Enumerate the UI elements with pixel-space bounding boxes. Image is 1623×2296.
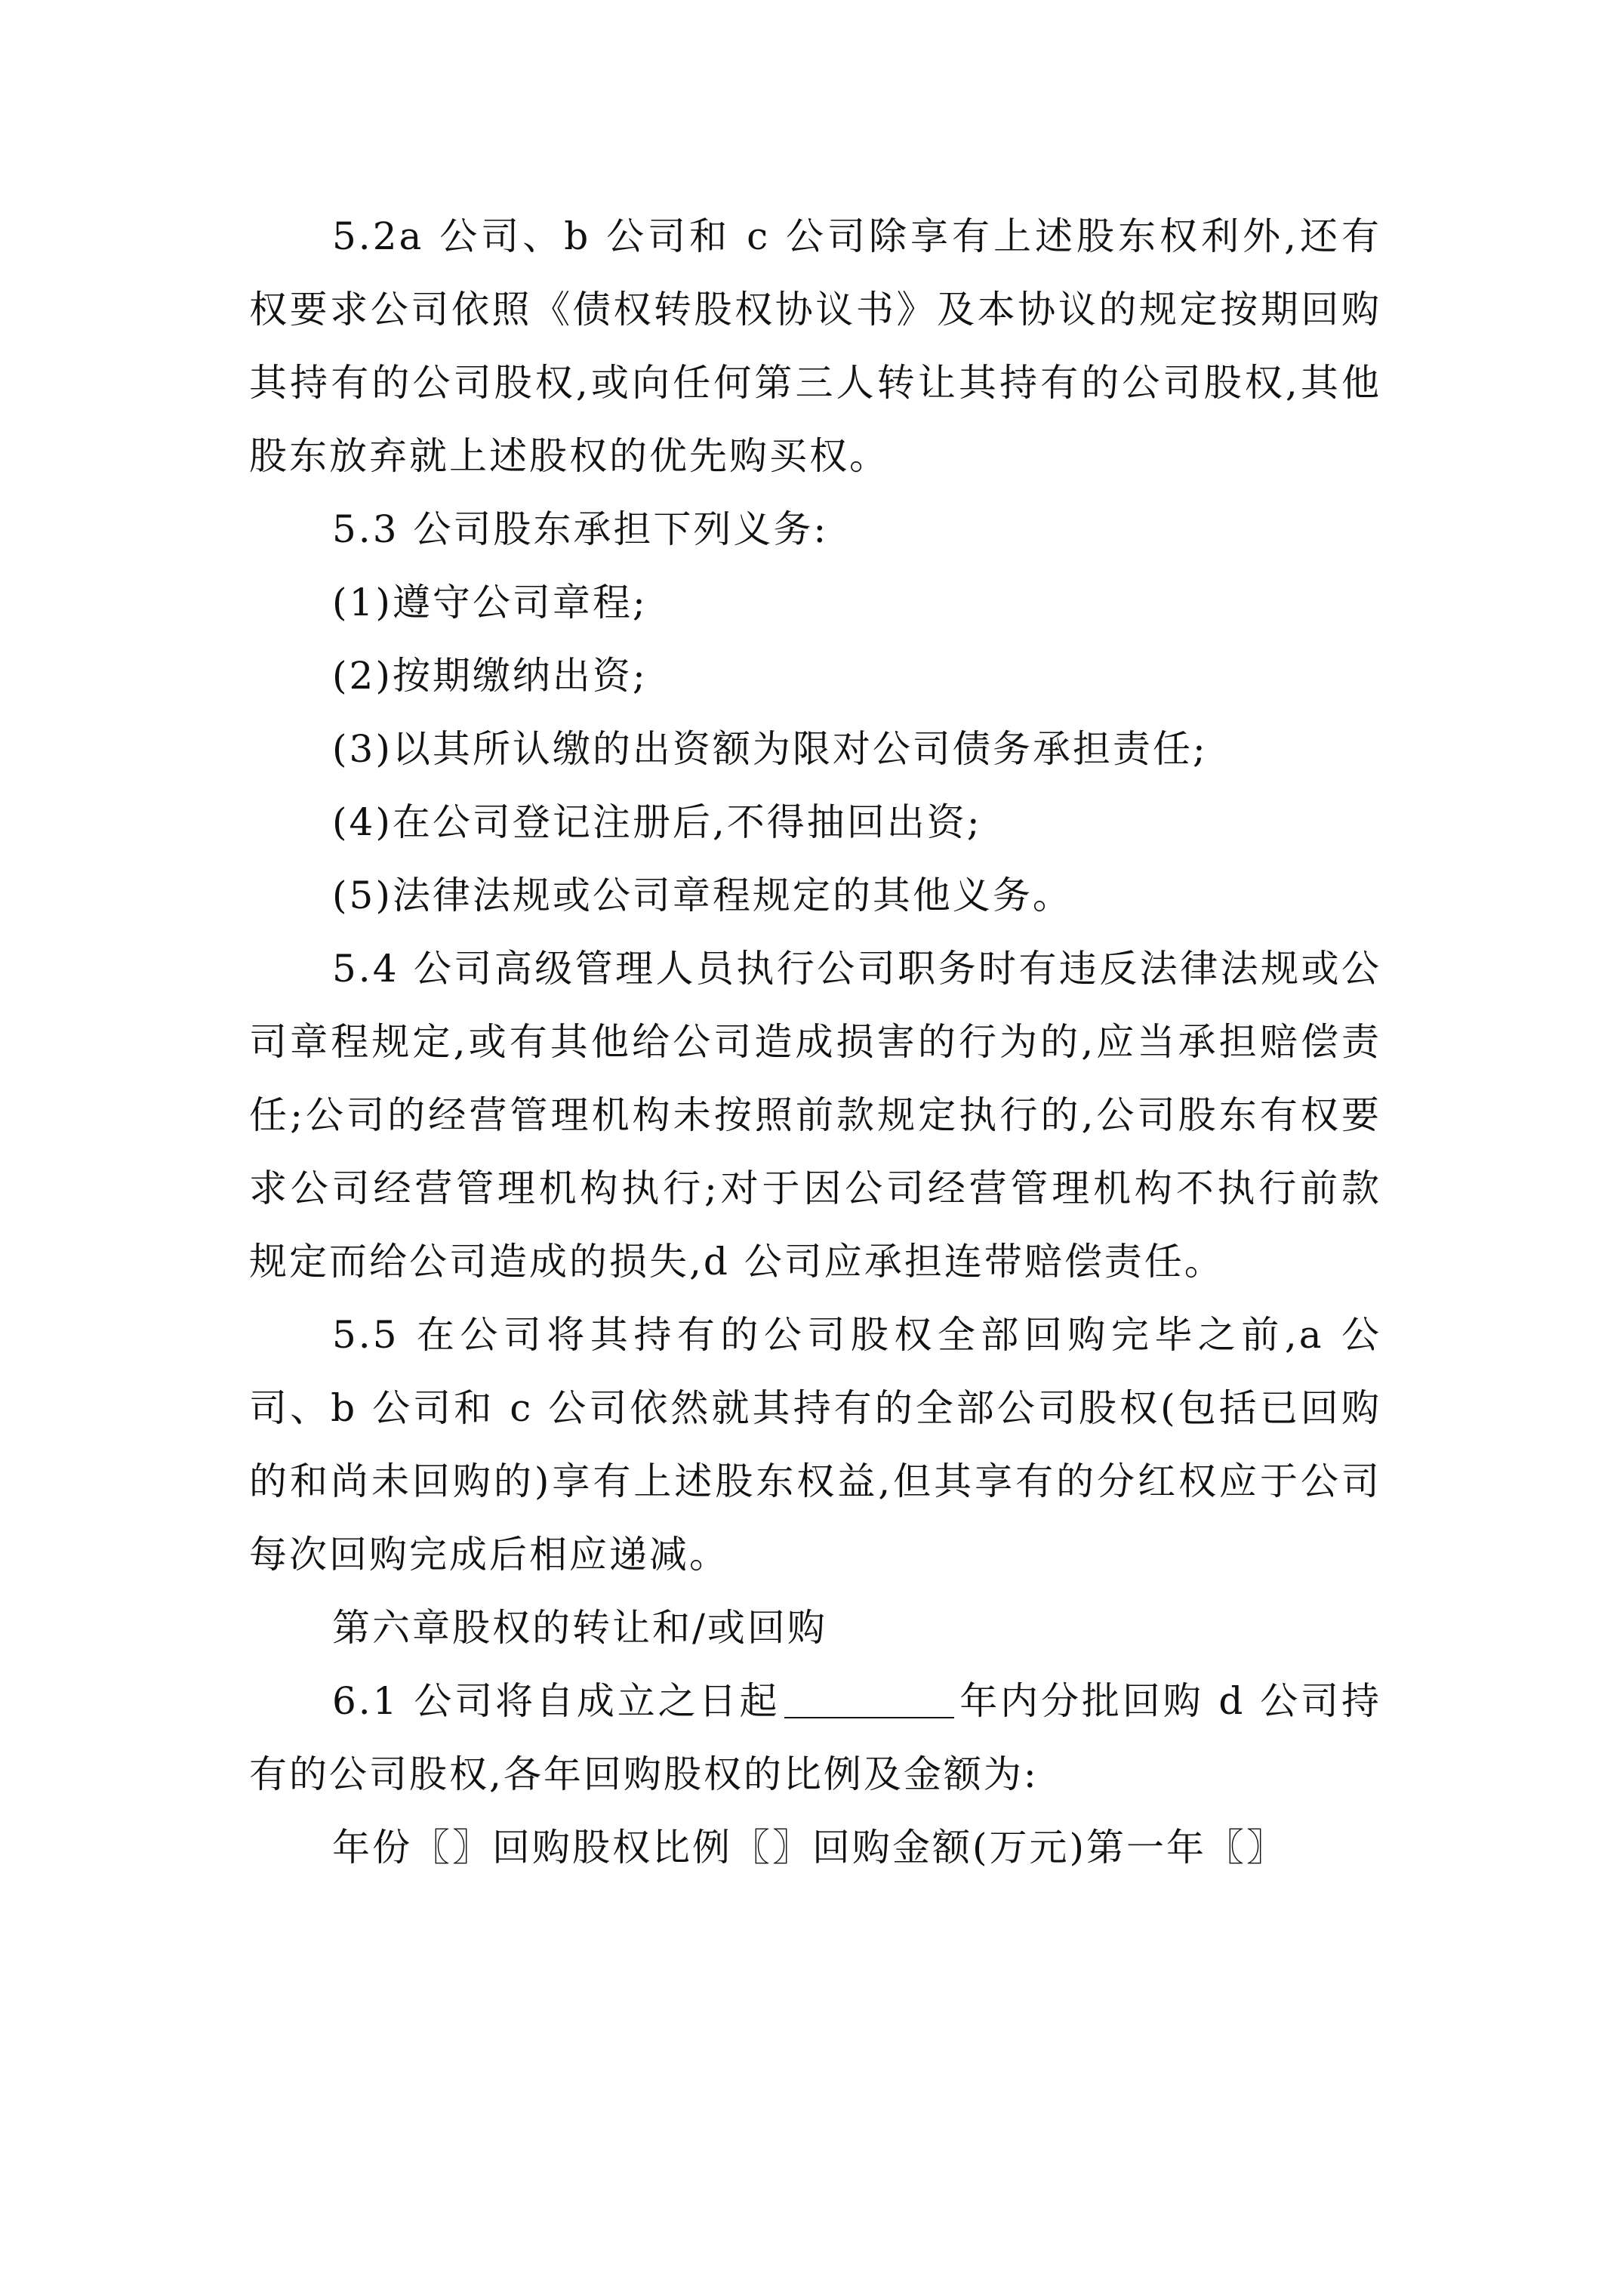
buyback-table-header: 年份〖〗回购股权比例〖〗回购金额(万元)第一年〖〗 <box>332 1826 1287 1869</box>
paragraph-5-5: 5.5 在公司将其持有的公司股权全部回购完毕之前,a 公司、b 公司和 c 公司依然就其持有的全部公司股权(包括已回购的和尚未回购的)享有上述股东权益,但其享有的分红权应于公司每次回购完成后相应递减。 <box>249 1313 1381 1576</box>
obligation-item-1: (1)遵守公司章程; <box>332 581 648 624</box>
obligation-item-4: (4)在公司登记注册后,不得抽回出资; <box>332 800 982 844</box>
paragraph-6-1 <box>249 1665 1381 1811</box>
paragraph-5-2: 5.2a 公司、b 公司和 c 公司除享有上述股东权利外,还有权要求公司依照《债权转股权协议书》及本协议的规定按期回购其持有的公司股权,或向任何第三人转让其持有的公司股权,其他股东放弃就上述股权的优先购买权。 <box>249 214 1381 478</box>
fill-in-blank-line <box>784 1717 954 1718</box>
obligation-item-5: (5)法律法规或公司章程规定的其他义务。 <box>332 874 1073 917</box>
paragraph-6-1-start: 6.1 公司将自成立之日起 <box>332 1679 781 1723</box>
paragraph-5-3: 5.3 公司股东承担下列义务: <box>332 507 829 551</box>
obligation-item-3: (3)以其所认缴的出资额为限对公司债务承担责任; <box>332 727 1208 771</box>
obligation-item-2: (2)按期缴纳出资; <box>332 654 648 698</box>
chapter-6-heading: 第六章股权的转让和/或回购 <box>332 1606 827 1650</box>
paragraph-5-4: 5.4 公司高级管理人员执行公司职务时有违反法律法规或公司章程规定,或有其他给公司造成损害的行为的,应当承担赔偿责任;公司的经营管理机构未按照前款规定执行的,公司股东有权要求公司经营管理机构执行;对于因公司经营管理机构不执行前款规定而给公司造成的损失,d 公司应承担连带赔偿责任。 <box>249 947 1381 1284</box>
paragraph-6-1-end: 年内分批回购 d 公司持有的公司股权,各年回购股权的比例及金额为: <box>249 1679 1381 1796</box>
document-body <box>249 200 1381 1885</box>
